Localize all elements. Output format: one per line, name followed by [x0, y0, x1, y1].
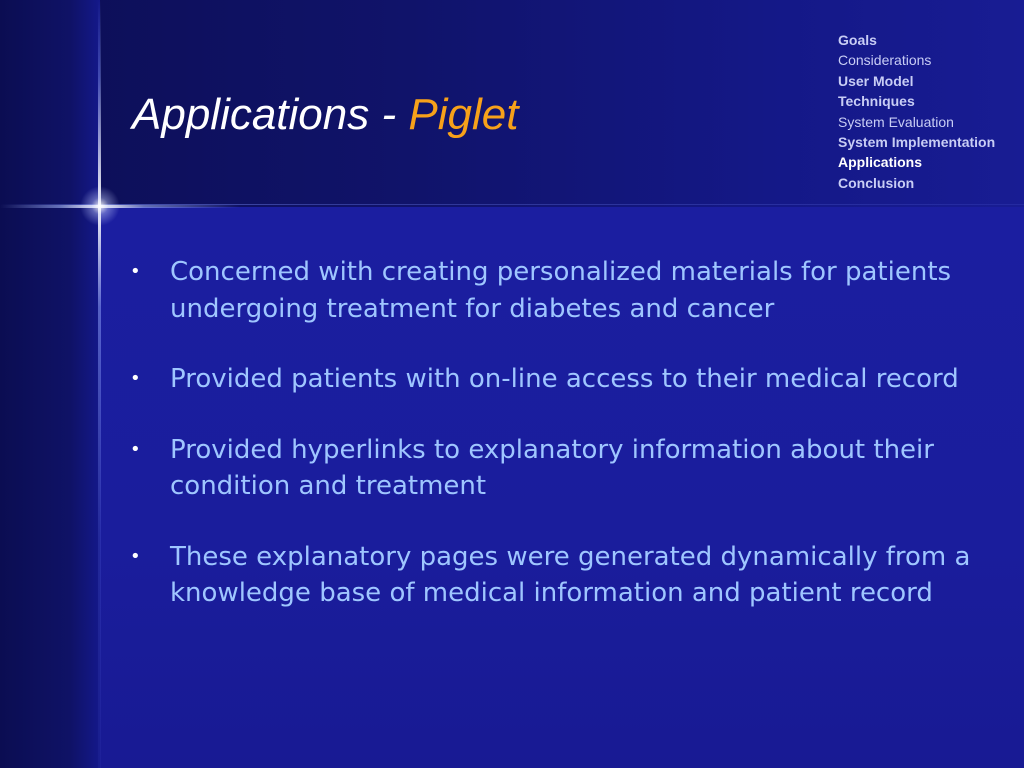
bullet-text: These explanatory pages were generated dynamically from a knowledge base of medical information and patient record — [170, 541, 971, 608]
star-flare-icon — [80, 186, 120, 226]
vertical-flare-line — [98, 0, 101, 768]
bullet-item — [130, 254, 1010, 327]
nav-item-user-model[interactable]: User Model — [838, 72, 914, 89]
slide-title-accent: Piglet — [408, 90, 519, 139]
nav-item-goals[interactable]: Goals — [838, 32, 877, 48]
bullet-list — [130, 254, 1010, 646]
bullet-text: Provided patients with on-line access to their medical record — [170, 364, 959, 394]
bullet-text: Provided hyperlinks to explanatory information about their condition and treatment — [170, 434, 934, 501]
bullet-dot-icon: • — [130, 438, 141, 460]
nav-item-considerations[interactable]: Considerations — [838, 52, 932, 69]
bullet-dot-icon: • — [130, 368, 141, 389]
left-band — [0, 0, 100, 768]
bullet-dot-icon: • — [130, 261, 141, 282]
nav-item-applications[interactable]: Applications — [838, 154, 923, 171]
nav-item-techniques[interactable]: Techniques — [838, 93, 915, 110]
bullet-item — [130, 361, 1010, 398]
nav-item-system-implementation[interactable]: System Implementation — [838, 134, 996, 151]
slide-title — [132, 90, 518, 140]
bullet-item — [130, 432, 1010, 505]
bullet-item — [130, 539, 1010, 612]
nav-item-system-evaluation[interactable]: System Evaluation — [838, 113, 954, 130]
slide-title-main: Applications - — [132, 90, 409, 139]
bullet-text: Concerned with creating personalized materials for patients undergoing treatment for diabetes and cancer — [170, 257, 952, 324]
nav-item-conclusion[interactable]: Conclusion — [838, 174, 915, 191]
navigation-menu — [838, 30, 995, 193]
bullet-dot-icon: • — [130, 545, 141, 567]
horizontal-flare-line — [0, 205, 240, 208]
